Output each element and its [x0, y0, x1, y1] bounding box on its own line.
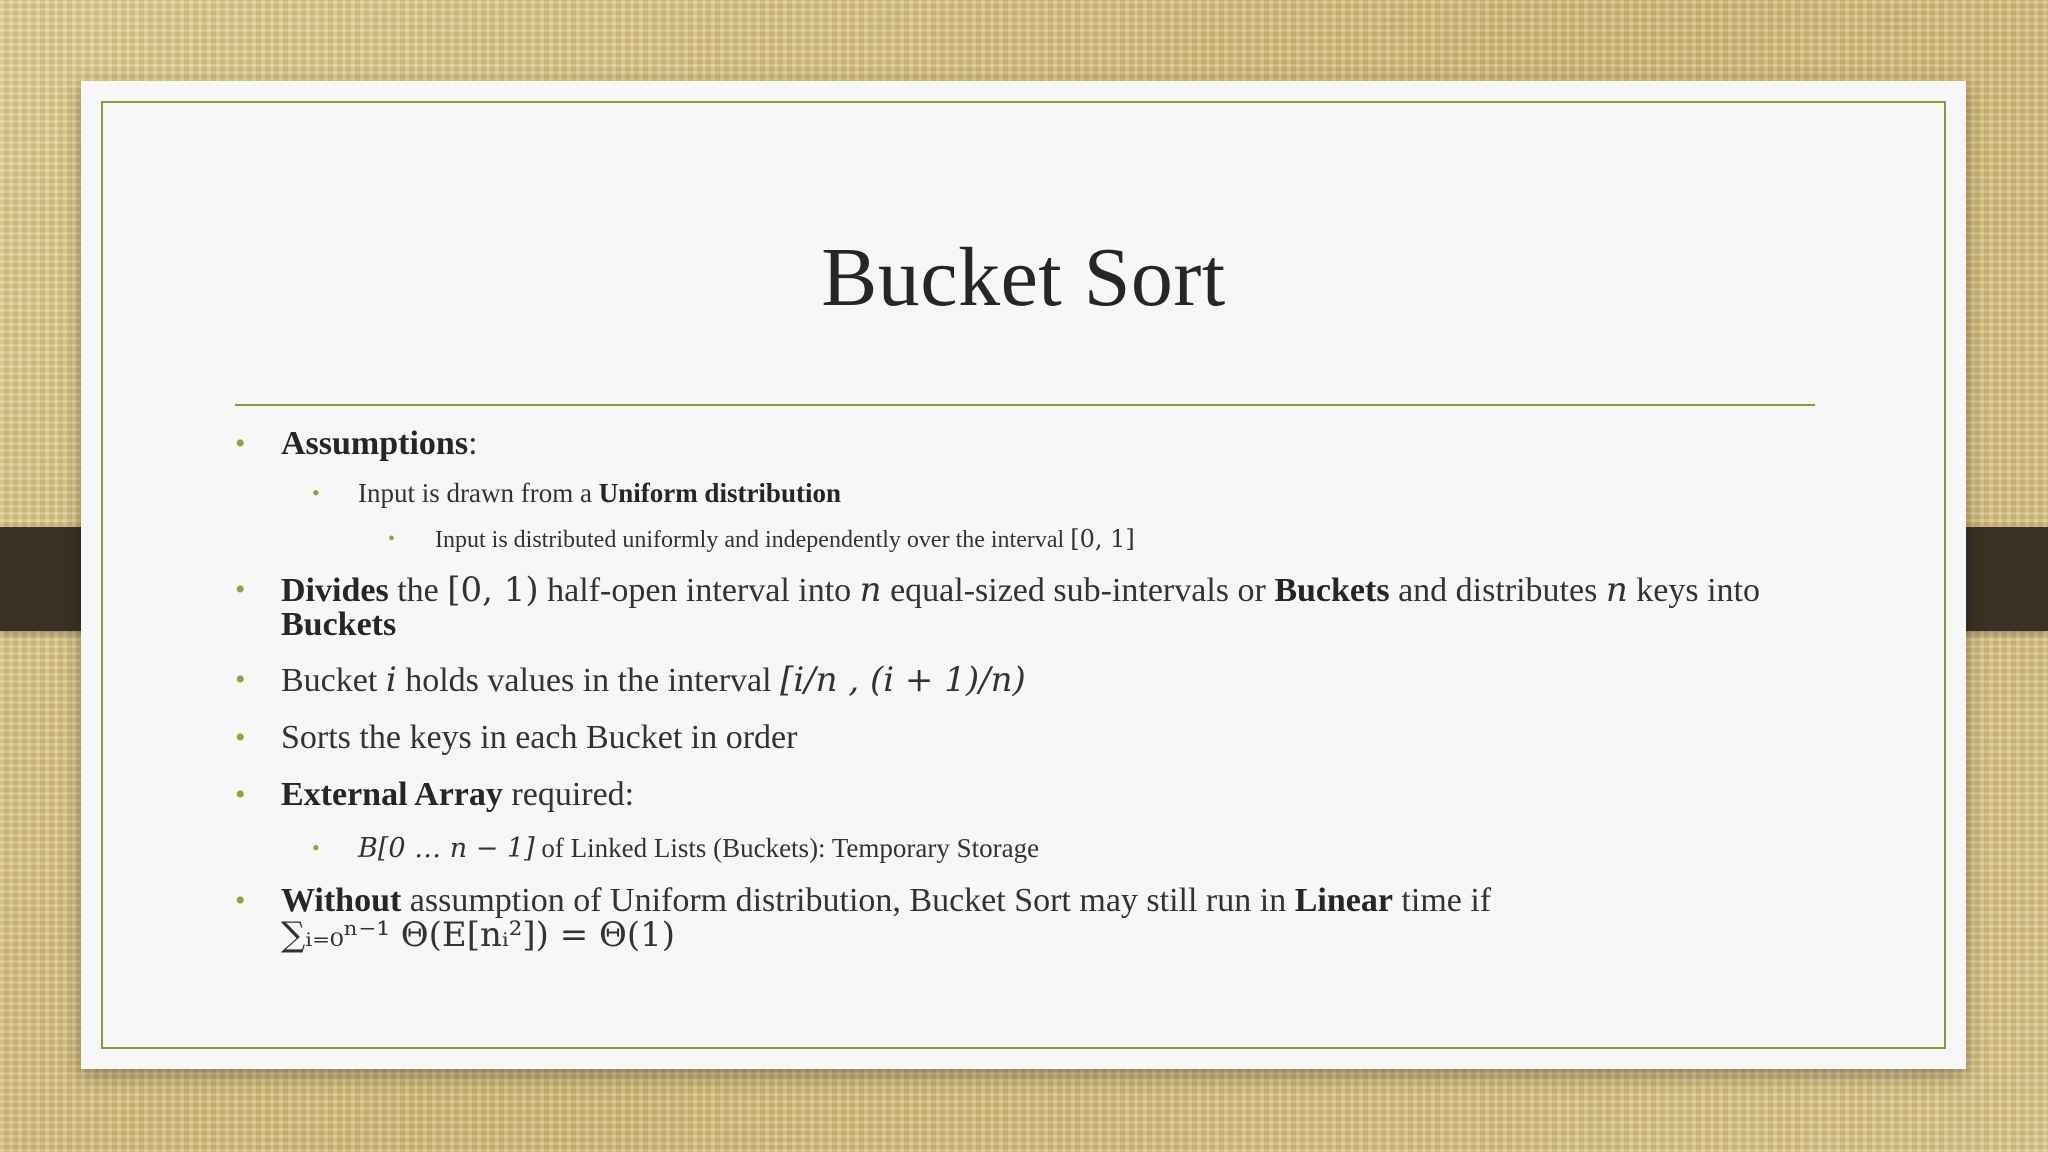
bullet-sorts-keys: • Sorts the keys in each Bucket in order: [235, 719, 798, 756]
bullet-uniform-input: • Input is drawn from a Uniform distribution: [312, 478, 841, 508]
bullet-without-assumption: • Without assumption of Uniform distribution, Bucket Sort may still run in Linear time if ∑ᵢ₌₀ⁿ⁻¹ Θ(E[nᵢ²]) = Θ(1): [235, 882, 1492, 955]
title-divider: [235, 404, 1815, 406]
slide-content: [235, 427, 1835, 953]
slide: [81, 81, 1966, 1069]
bullet-divides: • Divides the [0, 1) half-open interval into n equal-sized sub-intervals or Buckets and distributes n keys into Buckets: [235, 570, 1760, 643]
bullet-dot-icon: •: [235, 573, 246, 606]
bullet-bucket-interval: • Bucket i holds values in the interval [i/n , (i + 1)/n): [235, 660, 1026, 700]
bullet-assumptions: • Assumptions:: [235, 425, 478, 462]
linear-time-formula: ∑ᵢ₌₀ⁿ⁻¹ Θ(E[nᵢ²]) = Θ(1): [281, 915, 676, 955]
bullet-dot-icon: •: [235, 721, 246, 754]
bullet-external-array: • External Array required:: [235, 776, 635, 813]
bullet-dot-icon: •: [312, 480, 320, 505]
bullet-dot-icon: •: [235, 884, 246, 917]
bullet-dot-icon: •: [235, 663, 246, 696]
bullet-dot-icon: •: [388, 528, 396, 550]
bullet-dot-icon: •: [312, 835, 320, 860]
bullet-linked-lists: • B[0 … n − 1] of Linked Lists (Buckets): Temporary Storage: [312, 833, 1040, 864]
slide-title: Bucket Sort: [821, 231, 1226, 324]
bullet-dot-icon: •: [235, 778, 246, 811]
bullet-uniform-interval: • Input is distributed uniformly and independently over the interval [0, 1]: [388, 525, 1135, 553]
bullet-dot-icon: •: [235, 427, 246, 460]
